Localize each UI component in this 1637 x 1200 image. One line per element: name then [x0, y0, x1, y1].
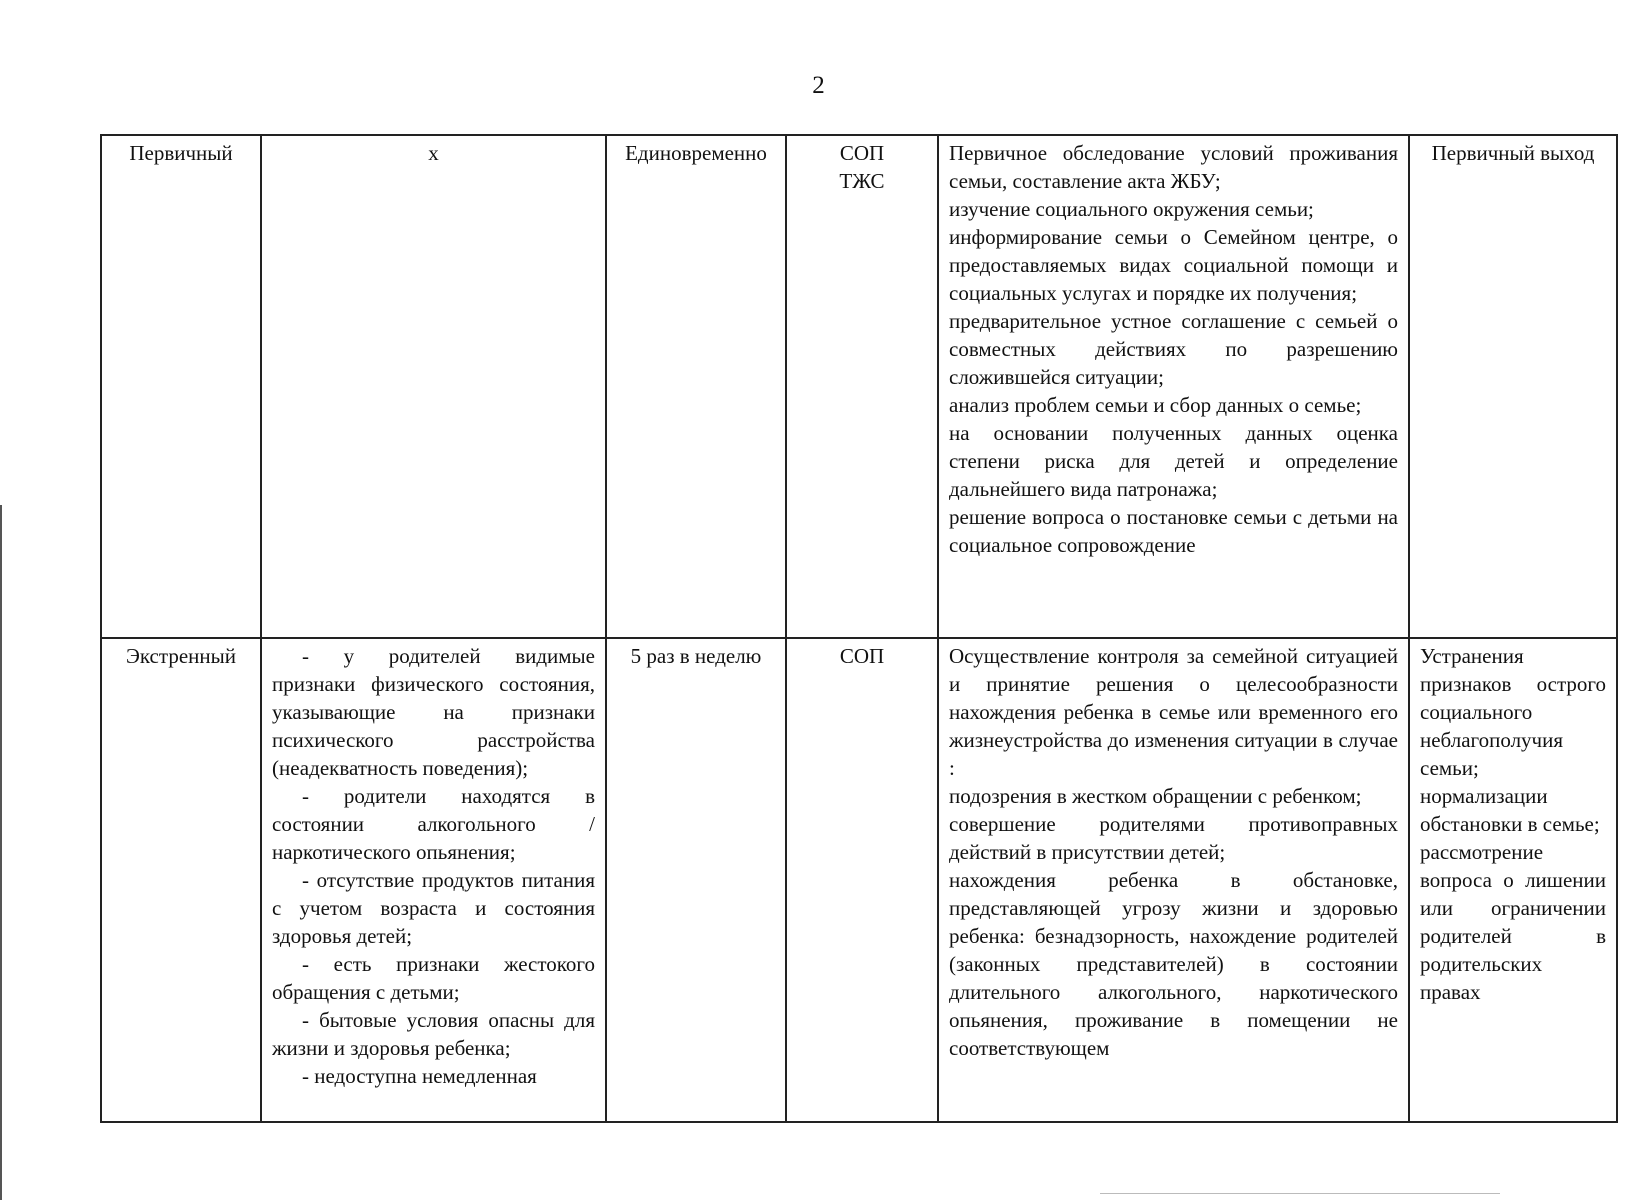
action-item: информирование семьи о Семейном центре, о предоставляемых видах социальной помощи и социальных услугах и порядке их получения;	[949, 225, 1398, 305]
action-item: анализ проблем семьи и сбор данных о семье;	[949, 393, 1362, 417]
executor-line: ТЖС	[839, 169, 885, 193]
table-row	[101, 638, 1617, 1122]
action-item: Осуществление контроля за семейной ситуацией и принятие решения о целесообразности нахождения ребенка в семье или временного его жизнеустройства до изменения ситуации в случае :	[949, 644, 1398, 780]
patronage-type: Первичный	[129, 141, 233, 165]
action-item: предварительное устное соглашение с семьей о совместных действиях по разрешению сложившейся ситуации;	[949, 309, 1398, 389]
criteria-item: - родители находятся в состоянии алкогольного /наркотического опьянения;	[272, 784, 595, 864]
action-item: нахождения ребенка в обстановке, представляющей угрозу жизни и здоровью ребенка: безнадзорность, нахождение родителей (законных представителей) в состоянии длительного алкогольного, наркотического опьянения, проживание в помещении не соответствующем	[949, 868, 1398, 1060]
action-item: подозрения в жестком обращении с ребенком;	[949, 784, 1362, 808]
criteria-item: - бытовые условия опасны для жизни и здоровья ребенка;	[272, 1008, 595, 1060]
result-item: рассмотрение вопроса о лишении или ограничении родителей в родительских правах	[1420, 840, 1606, 1004]
criteria-text: х	[428, 141, 439, 165]
criteria-cell	[261, 638, 606, 1122]
action-item: решение вопроса о постановке семьи с детьми на социальное сопровождение	[949, 505, 1398, 557]
result-cell	[1409, 638, 1617, 1122]
action-item: Первичное обследование условий проживания семьи, составление акта ЖБУ;	[949, 141, 1398, 193]
criteria-item: - есть признаки жестокого обращения с детьми;	[272, 952, 595, 1004]
result-cell	[1409, 135, 1617, 638]
executor-cell	[786, 135, 938, 638]
patronage-type-cell	[101, 638, 261, 1122]
result-item: нормализации обстановки в семье;	[1420, 784, 1600, 836]
actions-cell	[938, 135, 1409, 638]
frequency-cell	[606, 135, 786, 638]
frequency-text: 5 раз в неделю	[630, 644, 762, 668]
criteria-cell	[261, 135, 606, 638]
executor-line: СОП	[839, 141, 885, 165]
criteria-item: - недоступна немедленная	[302, 1064, 537, 1088]
criteria-item: - у родителей видимые признаки физического состояния, указывающие на признаки психического расстройства (неадекватность поведения);	[272, 644, 595, 780]
criteria-item: - отсутствие продуктов питания с учетом возраста и состояния здоровья детей;	[272, 868, 595, 948]
scan-edge-line	[0, 505, 2, 1200]
actions-cell	[938, 638, 1409, 1122]
patronage-table	[100, 134, 1618, 1123]
frequency-cell	[606, 638, 786, 1122]
table-row	[101, 135, 1617, 638]
executor-line: СОП	[839, 644, 885, 668]
patronage-type-cell	[101, 135, 261, 638]
action-item: совершение родителями противоправных действий в присутствии детей;	[949, 812, 1398, 864]
patronage-type: Экстренный	[126, 644, 236, 668]
result-item: Устранения признаков острого социального неблагополучия семьи;	[1420, 644, 1606, 780]
action-item: на основании полученных данных оценка степени риска для детей и определение дальнейшего вида патронажа;	[949, 421, 1398, 501]
result-text: Первичный выход	[1431, 141, 1595, 165]
action-item: изучение социального окружения семьи;	[949, 197, 1314, 221]
page-number: 2	[812, 72, 825, 99]
scan-artifact-line	[1100, 1193, 1500, 1194]
executor-cell	[786, 638, 938, 1122]
frequency-text: Единовременно	[625, 141, 767, 165]
